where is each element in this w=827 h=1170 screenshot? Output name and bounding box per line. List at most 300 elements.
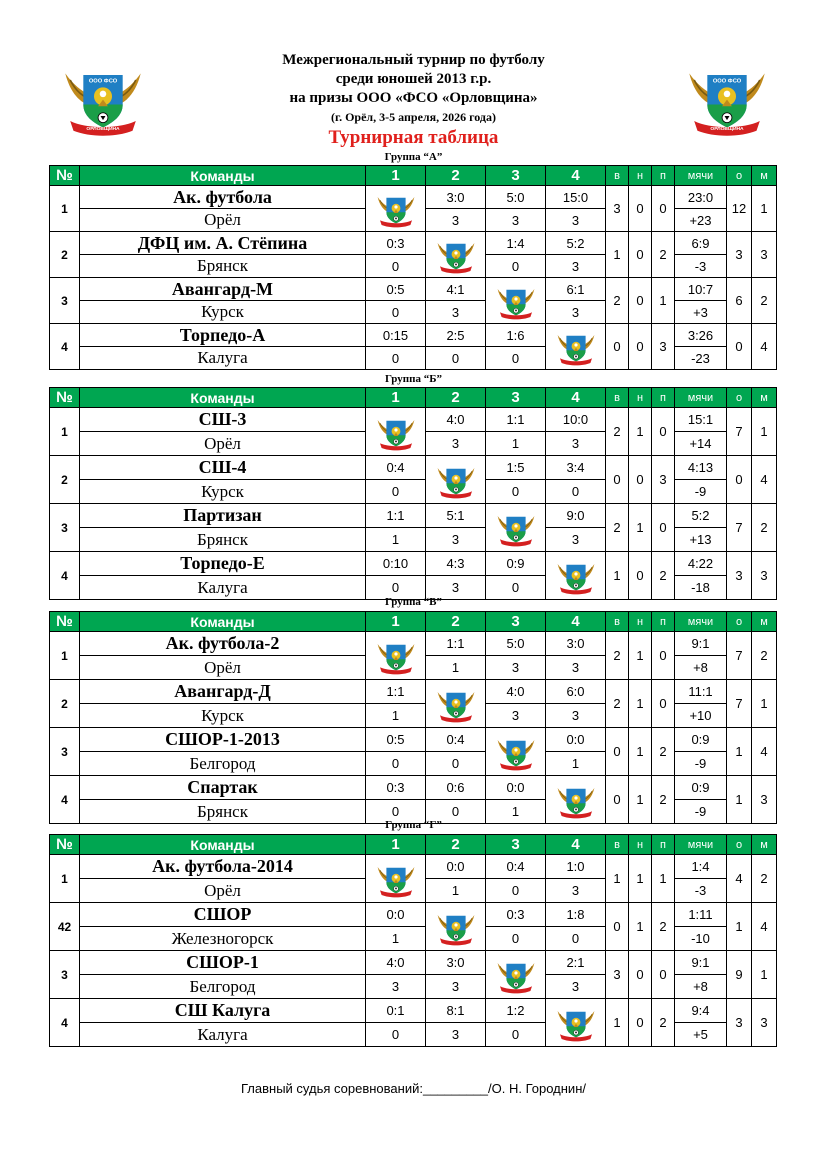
match-score: 0:3 (366, 776, 426, 800)
column-header-l: п (652, 612, 675, 632)
team-city: Брянск (80, 528, 366, 552)
team-name: Ак. футбола (80, 186, 366, 209)
match-points: 3 (546, 432, 606, 456)
place-cell: 4 (752, 324, 777, 370)
place-cell: 3 (752, 999, 777, 1047)
diagonal-emblem-cell (486, 504, 546, 552)
match-score: 0:4 (366, 456, 426, 480)
team-name: СШОР-1 (80, 951, 366, 975)
match-points: 0 (486, 927, 546, 951)
match-score: 4:0 (366, 951, 426, 975)
rank-cell: 42 (50, 903, 80, 951)
match-score: 5:0 (486, 632, 546, 656)
table-row (50, 504, 777, 528)
column-header-pts: о (727, 835, 752, 855)
wins-cell: 2 (606, 504, 629, 552)
place-cell: 2 (752, 278, 777, 324)
heading-dates: (г. Орёл, 3-5 апреля, 2026 года) (330, 110, 496, 124)
points-cell: 4 (727, 855, 752, 903)
match-score: 3:0 (426, 951, 486, 975)
losses-cell: 2 (652, 999, 675, 1047)
match-score: 1:0 (546, 855, 606, 879)
goal-diff-cell: -9 (675, 752, 727, 776)
column-header-pts: о (727, 612, 752, 632)
match-points: 3 (546, 704, 606, 728)
diagonal-emblem-cell (486, 278, 546, 324)
column-header-c3: 3 (486, 166, 546, 186)
match-score: 3:0 (546, 632, 606, 656)
team-name: Партизан (80, 504, 366, 528)
page-title: Турнирная таблица (328, 127, 499, 148)
diagonal-emblem-cell (366, 632, 426, 680)
team-name: Ак. футбола-2 (80, 632, 366, 656)
rank-cell: 4 (50, 552, 80, 600)
column-header-goals: мячи (675, 835, 727, 855)
match-points: 0 (366, 347, 426, 370)
losses-cell: 1 (652, 855, 675, 903)
draws-cell: 0 (629, 552, 652, 600)
rank-cell: 2 (50, 680, 80, 728)
table-row (50, 680, 777, 704)
place-cell: 3 (752, 776, 777, 824)
goals-cell: 10:7 (675, 278, 727, 301)
table-row (50, 232, 777, 255)
club-emblem-icon (556, 327, 596, 367)
match-points: 3 (546, 255, 606, 278)
team-city: Орёл (80, 432, 366, 456)
points-cell: 7 (727, 504, 752, 552)
column-header-d: н (629, 612, 652, 632)
column-header-c4: 4 (546, 388, 606, 408)
column-header-c4: 4 (546, 835, 606, 855)
match-score: 2:1 (546, 951, 606, 975)
match-score: 3:4 (546, 456, 606, 480)
match-score: 9:0 (546, 504, 606, 528)
column-header-w: в (606, 835, 629, 855)
team-name: СШ Калуга (80, 999, 366, 1023)
points-cell: 6 (727, 278, 752, 324)
losses-cell: 3 (652, 456, 675, 504)
table-row (50, 951, 777, 975)
match-points: 0 (426, 752, 486, 776)
match-points: 3 (546, 209, 606, 232)
wins-cell: 0 (606, 728, 629, 776)
team-name: Торпедо-А (80, 324, 366, 347)
goals-cell: 3:26 (675, 324, 727, 347)
column-header-place: м (752, 166, 777, 186)
group-table (49, 834, 777, 1047)
team-name: СШОР (80, 903, 366, 927)
match-points: 1 (366, 927, 426, 951)
match-points: 0 (366, 1023, 426, 1047)
match-score: 1:1 (366, 680, 426, 704)
match-score: 0:0 (486, 776, 546, 800)
wins-cell: 0 (606, 324, 629, 370)
team-city: Калуга (80, 347, 366, 370)
team-name: Ак. футбола-2014 (80, 855, 366, 879)
match-points: 3 (426, 975, 486, 999)
match-score: 0:3 (486, 903, 546, 927)
match-score: 1:1 (366, 504, 426, 528)
goal-diff-cell: +8 (675, 975, 727, 999)
points-cell: 1 (727, 903, 752, 951)
table-row (50, 776, 777, 800)
match-points: 0 (366, 752, 426, 776)
points-cell: 7 (727, 408, 752, 456)
column-header-c3: 3 (486, 612, 546, 632)
points-cell: 0 (727, 324, 752, 370)
team-city: Железногорск (80, 927, 366, 951)
match-points: 1 (426, 656, 486, 680)
diagonal-emblem-cell (366, 855, 426, 903)
draws-cell: 1 (629, 903, 652, 951)
match-points: 3 (426, 209, 486, 232)
column-header-w: в (606, 166, 629, 186)
table-header-row (50, 612, 777, 632)
table-row (50, 855, 777, 879)
table-header-row (50, 166, 777, 186)
wins-cell: 3 (606, 186, 629, 232)
club-emblem-icon (496, 955, 536, 995)
draws-cell: 0 (629, 186, 652, 232)
team-city: Белгород (80, 975, 366, 999)
place-cell: 2 (752, 504, 777, 552)
team-name: Торпедо-Е (80, 552, 366, 576)
match-score: 0:1 (366, 999, 426, 1023)
draws-cell: 1 (629, 728, 652, 776)
goal-diff-cell: -9 (675, 800, 727, 824)
goals-cell: 9:4 (675, 999, 727, 1023)
wins-cell: 1 (606, 855, 629, 903)
goals-cell: 1:4 (675, 855, 727, 879)
column-header-goals: мячи (675, 612, 727, 632)
points-cell: 1 (727, 728, 752, 776)
logo-ribbon-text: ОРЛОВЩИНА (710, 126, 744, 132)
goal-diff-cell: -10 (675, 927, 727, 951)
heading-line-2: среди юношей 2013 г.р. (335, 71, 492, 87)
match-score: 1:2 (486, 999, 546, 1023)
draws-cell: 1 (629, 680, 652, 728)
match-points: 3 (546, 879, 606, 903)
points-cell: 0 (727, 456, 752, 504)
table-row (50, 408, 777, 432)
column-header-c2: 2 (426, 166, 486, 186)
match-points: 3 (546, 528, 606, 552)
match-points: 0 (486, 879, 546, 903)
place-cell: 1 (752, 951, 777, 999)
logo-ribbon-text: ОРЛОВЩИНА (86, 126, 120, 132)
team-city: Калуга (80, 576, 366, 600)
goal-diff-cell: +13 (675, 528, 727, 552)
rank-cell: 4 (50, 999, 80, 1047)
club-logo-right (686, 57, 768, 139)
losses-cell: 3 (652, 324, 675, 370)
team-city: Орёл (80, 879, 366, 903)
table-row (50, 632, 777, 656)
goals-cell: 1:11 (675, 903, 727, 927)
place-cell: 1 (752, 680, 777, 728)
match-points: 3 (426, 576, 486, 600)
column-header-c4: 4 (546, 612, 606, 632)
match-score: 0:4 (426, 728, 486, 752)
column-header-l: п (652, 835, 675, 855)
column-header-w: в (606, 388, 629, 408)
table-row (50, 456, 777, 480)
match-points: 0 (486, 347, 546, 370)
goals-cell: 0:9 (675, 776, 727, 800)
draws-cell: 1 (629, 632, 652, 680)
points-cell: 9 (727, 951, 752, 999)
group-label: Группа “А” (384, 151, 443, 163)
rank-cell: 2 (50, 456, 80, 504)
match-points: 3 (546, 975, 606, 999)
draws-cell: 1 (629, 408, 652, 456)
match-score: 1:6 (486, 324, 546, 347)
column-header-teams: Команды (80, 612, 366, 632)
match-points: 0 (546, 927, 606, 951)
group-label: Группа “Б” (385, 373, 442, 385)
column-header-place: м (752, 612, 777, 632)
wins-cell: 0 (606, 903, 629, 951)
losses-cell: 2 (652, 728, 675, 776)
team-city: Курск (80, 480, 366, 504)
team-city: Курск (80, 704, 366, 728)
team-name: Авангард-Д (80, 680, 366, 704)
diagonal-emblem-cell (486, 728, 546, 776)
match-score: 4:0 (426, 408, 486, 432)
goals-cell: 9:1 (675, 632, 727, 656)
rank-cell: 1 (50, 408, 80, 456)
match-score: 1:1 (486, 408, 546, 432)
club-emblem-icon (436, 460, 476, 500)
club-emblem-icon (436, 235, 476, 275)
goals-cell: 15:1 (675, 408, 727, 432)
goal-diff-cell: +10 (675, 704, 727, 728)
goals-cell: 0:9 (675, 728, 727, 752)
match-points: 0 (486, 480, 546, 504)
diagonal-emblem-cell (426, 456, 486, 504)
draws-cell: 0 (629, 278, 652, 324)
goal-diff-cell: -18 (675, 576, 727, 600)
column-header-c1: 1 (366, 612, 426, 632)
goal-diff-cell: +3 (675, 301, 727, 324)
match-score: 6:1 (546, 278, 606, 301)
club-emblem-icon (556, 556, 596, 596)
column-header-c1: 1 (366, 388, 426, 408)
column-header-num: № (50, 166, 80, 186)
column-header-c4: 4 (546, 166, 606, 186)
table-row (50, 552, 777, 576)
chief-judge-signature-line: Главный судья соревнований:_________/О. Н. Городнин/ (241, 1081, 586, 1096)
table-row (50, 728, 777, 752)
club-emblem-icon (376, 636, 416, 676)
match-score: 1:8 (546, 903, 606, 927)
place-cell: 1 (752, 186, 777, 232)
match-score: 5:0 (486, 186, 546, 209)
goals-cell: 9:1 (675, 951, 727, 975)
match-points: 0 (366, 480, 426, 504)
club-emblem-icon (556, 780, 596, 820)
losses-cell: 0 (652, 680, 675, 728)
match-score: 1:5 (486, 456, 546, 480)
diagonal-emblem-cell (426, 680, 486, 728)
match-points: 0 (366, 301, 426, 324)
match-score: 5:2 (546, 232, 606, 255)
column-header-w: в (606, 612, 629, 632)
match-points: 3 (486, 209, 546, 232)
points-cell: 7 (727, 632, 752, 680)
goal-diff-cell: +8 (675, 656, 727, 680)
draws-cell: 1 (629, 776, 652, 824)
match-points: 0 (426, 800, 486, 824)
match-points: 0 (546, 480, 606, 504)
heading-line-1: Межрегиональный турнир по футболу (282, 52, 545, 68)
column-header-teams: Команды (80, 166, 366, 186)
losses-cell: 0 (652, 408, 675, 456)
losses-cell: 2 (652, 552, 675, 600)
place-cell: 3 (752, 552, 777, 600)
wins-cell: 1 (606, 552, 629, 600)
goal-diff-cell: -3 (675, 879, 727, 903)
column-header-teams: Команды (80, 835, 366, 855)
table-row (50, 324, 777, 347)
place-cell: 2 (752, 632, 777, 680)
points-cell: 1 (727, 776, 752, 824)
match-score: 4:3 (426, 552, 486, 576)
team-name: СШ-4 (80, 456, 366, 480)
goal-diff-cell: -23 (675, 347, 727, 370)
place-cell: 4 (752, 456, 777, 504)
column-header-pts: о (727, 388, 752, 408)
column-header-c2: 2 (426, 835, 486, 855)
rank-cell: 1 (50, 632, 80, 680)
diagonal-emblem-cell (366, 408, 426, 456)
match-points: 3 (426, 1023, 486, 1047)
goals-cell: 23:0 (675, 186, 727, 209)
match-score: 1:1 (426, 632, 486, 656)
rank-cell: 3 (50, 728, 80, 776)
goal-diff-cell: +23 (675, 209, 727, 232)
column-header-num: № (50, 612, 80, 632)
column-header-c1: 1 (366, 835, 426, 855)
team-city: Калуга (80, 1023, 366, 1047)
match-points: 0 (486, 255, 546, 278)
diagonal-emblem-cell (546, 776, 606, 824)
club-logo-left (62, 57, 144, 139)
draws-cell: 0 (629, 232, 652, 278)
match-points: 0 (366, 800, 426, 824)
draws-cell: 0 (629, 999, 652, 1047)
rank-cell: 3 (50, 504, 80, 552)
goal-diff-cell: -9 (675, 480, 727, 504)
goals-cell: 4:13 (675, 456, 727, 480)
goal-diff-cell: -3 (675, 255, 727, 278)
goal-diff-cell: +14 (675, 432, 727, 456)
match-points: 1 (546, 752, 606, 776)
diagonal-emblem-cell (546, 324, 606, 370)
rank-cell: 1 (50, 186, 80, 232)
team-city: Орёл (80, 209, 366, 232)
wins-cell: 2 (606, 408, 629, 456)
points-cell: 3 (727, 232, 752, 278)
match-score: 0:0 (366, 903, 426, 927)
match-points: 3 (426, 301, 486, 324)
diagonal-emblem-cell (426, 903, 486, 951)
match-score: 0:4 (486, 855, 546, 879)
heading-line-3: на призы ООО «ФСО «Орловщина» (289, 90, 538, 106)
losses-cell: 0 (652, 186, 675, 232)
diagonal-emblem-cell (546, 552, 606, 600)
match-points: 1 (366, 528, 426, 552)
team-city: Курск (80, 301, 366, 324)
losses-cell: 0 (652, 951, 675, 999)
wins-cell: 1 (606, 999, 629, 1047)
match-score: 5:1 (426, 504, 486, 528)
column-header-c3: 3 (486, 835, 546, 855)
match-score: 2:5 (426, 324, 486, 347)
rank-cell: 3 (50, 951, 80, 999)
wins-cell: 2 (606, 680, 629, 728)
match-points: 0 (366, 255, 426, 278)
losses-cell: 2 (652, 232, 675, 278)
column-header-d: н (629, 835, 652, 855)
column-header-goals: мячи (675, 166, 727, 186)
goals-cell: 6:9 (675, 232, 727, 255)
match-score: 0:0 (546, 728, 606, 752)
match-points: 1 (486, 800, 546, 824)
match-points: 1 (366, 704, 426, 728)
club-emblem-icon (376, 412, 416, 452)
match-score: 0:0 (426, 855, 486, 879)
match-score: 0:10 (366, 552, 426, 576)
goals-cell: 4:22 (675, 552, 727, 576)
match-score: 1:4 (486, 232, 546, 255)
losses-cell: 0 (652, 632, 675, 680)
column-header-l: п (652, 388, 675, 408)
column-header-d: н (629, 166, 652, 186)
logo-top-text: ООО ФСО (88, 78, 118, 85)
losses-cell: 2 (652, 903, 675, 951)
column-header-c3: 3 (486, 388, 546, 408)
match-score: 0:5 (366, 728, 426, 752)
team-name: СШ-3 (80, 408, 366, 432)
diagonal-emblem-cell (366, 186, 426, 232)
group-table (49, 165, 777, 370)
group-table (49, 611, 777, 824)
table-header-row (50, 388, 777, 408)
match-score: 3:0 (426, 186, 486, 209)
draws-cell: 0 (629, 951, 652, 999)
team-city: Брянск (80, 800, 366, 824)
wins-cell: 0 (606, 456, 629, 504)
losses-cell: 1 (652, 278, 675, 324)
match-points: 3 (546, 656, 606, 680)
match-score: 8:1 (426, 999, 486, 1023)
column-header-d: н (629, 388, 652, 408)
column-header-num: № (50, 835, 80, 855)
points-cell: 3 (727, 552, 752, 600)
rank-cell: 4 (50, 324, 80, 370)
table-row (50, 999, 777, 1023)
club-emblem-icon (496, 281, 536, 321)
rank-cell: 4 (50, 776, 80, 824)
column-header-place: м (752, 835, 777, 855)
match-points: 0 (486, 1023, 546, 1047)
points-cell: 12 (727, 186, 752, 232)
group-label: Группа “В” (384, 596, 443, 608)
match-score: 0:3 (366, 232, 426, 255)
column-header-c2: 2 (426, 612, 486, 632)
